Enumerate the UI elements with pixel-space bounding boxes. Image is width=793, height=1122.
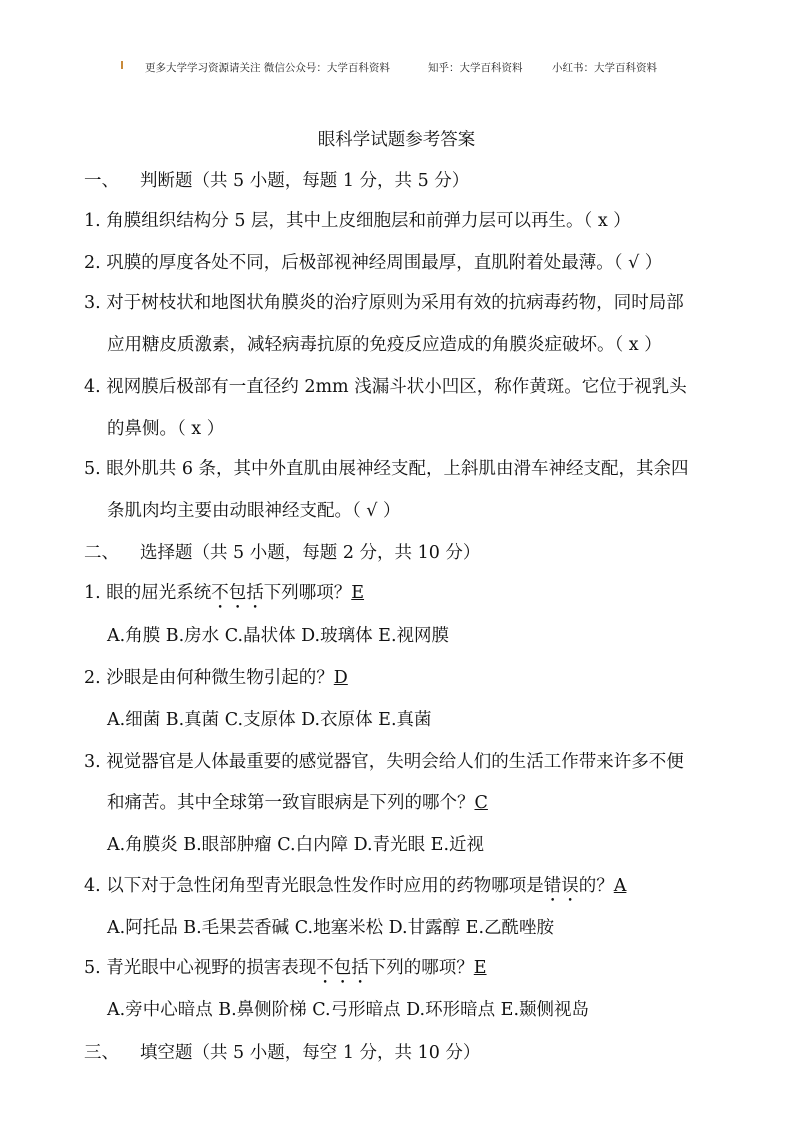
tf-line: 5. 眼外肌共 6 条，其中外直肌由展神经支配，上斜肌由滑车神经支配，其余四 [84, 459, 689, 479]
emphasis-text: 不包括 [316, 958, 369, 978]
tf-line: 条肌肉均主要由动眼神经支配。（ √ ） [107, 501, 401, 521]
question-4 [84, 874, 626, 906]
question-5 [84, 956, 487, 988]
section-title: 判断题（共 5 小题，每题 1 分，共 5 分） [140, 171, 470, 191]
section-title: 填空题（共 5 小题，每空 1 分，共 10 分） [140, 1043, 481, 1063]
question-text: 和痛苦。其中全球第一致盲眼病是下列的哪个？ [107, 793, 475, 813]
section-number: 一、 [84, 171, 119, 191]
question-text: 1. 眼的屈光系统 [84, 583, 212, 603]
section-number: 二、 [84, 543, 119, 563]
question-1 [84, 581, 364, 613]
options-5: A.旁中心暗点 B.鼻侧阶梯 C.弓形暗点 D.环形暗点 E.颞侧视岛 [107, 1000, 590, 1020]
question-3-cont [107, 791, 488, 815]
options-4: A.阿托品 B.毛果芸香碱 C.地塞米松 D.甘露醇 E.乙酰唑胺 [107, 918, 555, 938]
tf-line: 2. 巩膜的厚度各处不同，后极部视神经周围最厚，直肌附着处最薄。（ √ ） [84, 253, 663, 273]
answer: C [474, 793, 488, 813]
tf-line: 应用糖皮质激素，减轻病毒抗原的免疫反应造成的角膜炎症破坏。（ x ） [107, 335, 662, 355]
answer: E [473, 958, 487, 978]
options-1: A.角膜 B.房水 C.晶状体 D.玻璃体 E.视网膜 [107, 626, 450, 646]
header-text-zhihu: 知乎：大学百科资料 [428, 62, 523, 74]
question-text: 下列的哪项？ [368, 958, 474, 978]
question-text: 的？ [578, 876, 614, 896]
options-3: A.角膜炎 B.眼部肿瘤 C.白内障 D.青光眼 E.近视 [107, 835, 485, 855]
tf-line: 1. 角膜组织结构分 5 层，其中上皮细胞层和前弹力层可以再生。（ x ） [84, 211, 631, 231]
answer: A [613, 876, 627, 896]
header-text-wechat: 更多大学学习资源请关注 微信公众号：大学百科资料 [145, 62, 390, 74]
question-3: 3. 视觉器官是人体最重要的感觉器官，失明会给人们的生活工作带来许多不便 [84, 752, 684, 772]
emphasis-text: 不包括 [211, 583, 264, 603]
section-number: 三、 [84, 1043, 119, 1063]
section-title: 选择题（共 5 小题，每题 2 分，共 10 分） [140, 543, 481, 563]
options-2: A.细菌 B.真菌 C.支原体 D.衣原体 E.真菌 [107, 710, 432, 730]
question-text: 5. 青光眼中心视野的损害表现 [84, 958, 317, 978]
section-3-heading [84, 1041, 480, 1065]
section-2-heading [84, 541, 480, 565]
question-text: 下列哪项？ [263, 583, 352, 603]
question-text: 2. 沙眼是由何种微生物引起的？ [84, 668, 334, 688]
tf-line: 4. 视网膜后极部有一直径约 2mm 浅漏斗状小凹区，称作黄斑。它位于视乳头 [84, 377, 687, 397]
header-mark [121, 61, 123, 69]
emphasis-text: 错误 [543, 876, 579, 896]
answer: D [333, 668, 348, 688]
question-text: 4. 以下对于急性闭角型青光眼急性发作时应用的药物哪项是 [84, 876, 544, 896]
answer: E [351, 583, 365, 603]
tf-line: 的鼻侧。（ x ） [107, 419, 225, 439]
page-title: 眼科学试题参考答案 [317, 130, 476, 150]
section-1-heading [84, 169, 469, 193]
tf-line: 3. 对于树枝状和地图状角膜炎的治疗原则为采用有效的抗病毒药物，同时局部 [84, 293, 684, 313]
header-text-xiaohongshu: 小红书：大学百科资料 [552, 62, 657, 74]
question-2 [84, 666, 348, 690]
